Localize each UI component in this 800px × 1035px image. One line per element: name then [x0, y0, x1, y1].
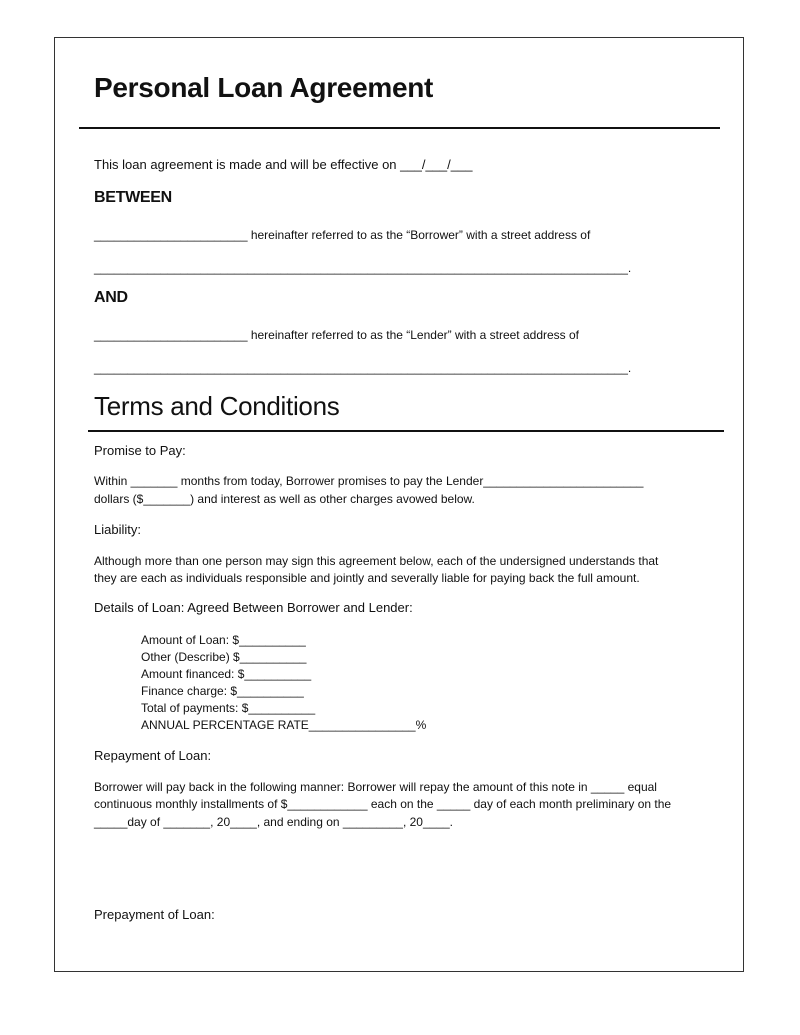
details-item-amount-financed: Amount financed: $__________ — [141, 667, 312, 681]
and-label: AND — [94, 289, 128, 306]
details-item-finance-charge: Finance charge: $__________ — [141, 684, 304, 698]
details-item-amount-of-loan: Amount of Loan: $__________ — [141, 633, 306, 647]
between-label: BETWEEN — [94, 189, 172, 206]
repayment-heading: Repayment of Loan: — [94, 748, 212, 763]
document-title: Personal Loan Agreement — [94, 72, 434, 103]
borrower-address-line: ________________________________________________________________________________. — [94, 261, 632, 275]
borrower-line: _______________________ hereinafter referred to as the “Borrower” with a street address of — [94, 228, 591, 242]
details-item-other: Other (Describe) $__________ — [141, 650, 307, 664]
lender-line: _______________________ hereinafter referred to as the “Lender” with a street address of — [94, 328, 580, 342]
effective-date-line: This loan agreement is made and will be effective on ___/___/___ — [94, 157, 473, 172]
title-divider — [79, 127, 720, 129]
lender-address-line: ________________________________________________________________________________. — [94, 361, 632, 375]
terms-divider — [88, 430, 724, 432]
repayment-text-line-1: Borrower will pay back in the following manner: Borrower will repay the amount of this note in _____ equal — [94, 780, 657, 794]
liability-text-line-1: Although more than one person may sign this agreement below, each of the undersigned understands that — [94, 554, 659, 568]
repayment-text-line-2: continuous monthly installments of $____________ each on the _____ day of each month preliminary on the — [94, 797, 672, 811]
liability-text-line-2: they are each as individuals responsible and jointly and severally liable for paying back the full amount. — [94, 571, 640, 585]
liability-heading: Liability: — [94, 522, 141, 537]
details-item-apr: ANNUAL PERCENTAGE RATE________________% — [141, 718, 427, 732]
details-item-total-payments: Total of payments: $__________ — [141, 701, 316, 715]
terms-heading: Terms and Conditions — [94, 391, 340, 421]
promise-text-line-2: dollars ($_______) and interest as well as other charges avowed below. — [94, 492, 475, 506]
prepayment-heading: Prepayment of Loan: — [94, 907, 215, 922]
promise-text-line-1: Within _______ months from today, Borrower promises to pay the Lender________________________ — [94, 474, 644, 488]
promise-heading: Promise to Pay: — [94, 443, 186, 458]
repayment-text-line-3: _____day of _______, 20____, and ending on _________, 20____. — [94, 815, 454, 829]
details-heading: Details of Loan: Agreed Between Borrower and Lender: — [94, 600, 413, 615]
